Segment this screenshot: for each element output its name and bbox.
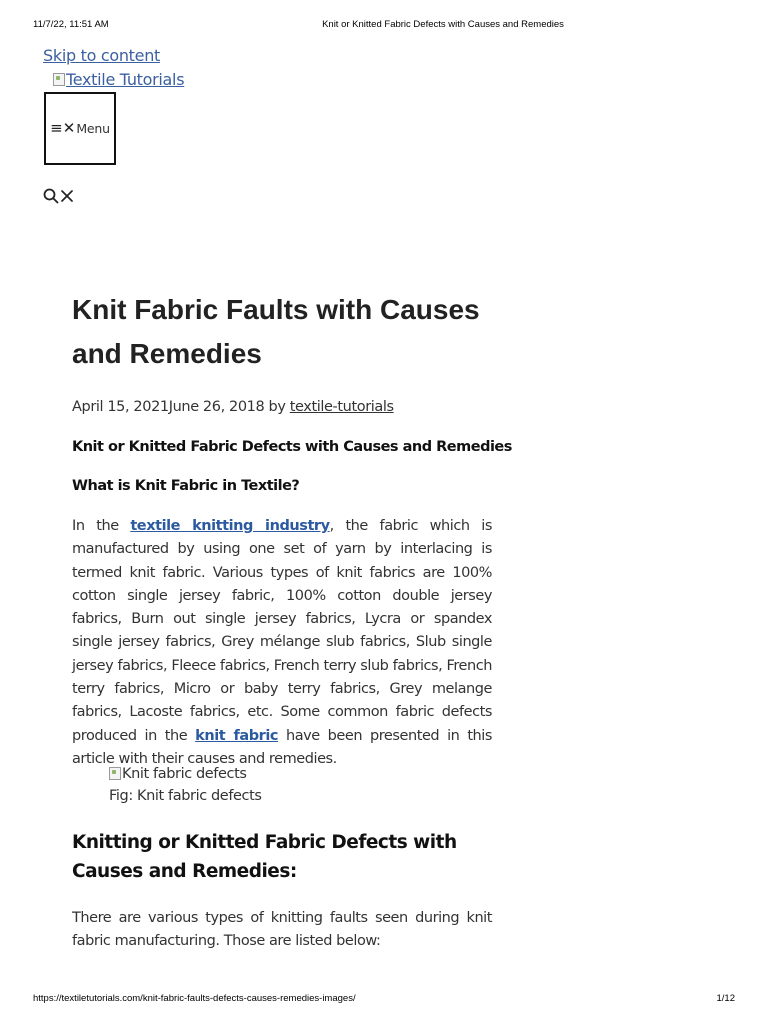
site-logo-alt-text: Textile Tutorials [66, 70, 185, 89]
search-toggle[interactable] [43, 188, 74, 204]
search-icon[interactable] [43, 188, 59, 204]
close-icon: ✕ [62, 119, 76, 137]
figure-caption: Fig: Knit fabric defects [109, 788, 262, 804]
print-doc-title: Knit or Knitted Fabric Defects with Causes and Remedies [322, 19, 564, 30]
print-datetime: 11/7/22, 11:51 AM [33, 19, 109, 30]
broken-image-icon [53, 73, 65, 86]
print-url: https://textiletutorials.com/knit-fabric-faults-defects-causes-remedies-images/ [33, 993, 356, 1004]
intro-middle: , the fabric which is manufactured by using one set of yarn by interlacing is termed knit fabric. Various types of knit fabrics are 100% cotton single jersey fabric, 100% cotton double jersey fabrics, Burn out single jersey fabrics, Lycra or spandex single jersey fabrics, Grey mélange slub fabrics, Slub single jersey fabrics, Fleece fabrics, French terry slub fabrics, French terry fabrics, Micro or baby terry fabrics, Grey melange fabrics, Lacoste fabrics, etc. Some common fabric defects produced in the [72, 518, 492, 744]
print-page-number: 1/12 [716, 993, 735, 1004]
article-meta [72, 399, 394, 415]
intro-lead: In the [72, 518, 119, 534]
section-intro-paragraph: There are various types of knitting faults seen during knit fabric manufacturing. Those are listed below: [72, 910, 492, 950]
article [72, 288, 512, 950]
knit-fabric-link[interactable]: knit fabric [195, 727, 279, 744]
hamburger-icon: ≡ [50, 119, 63, 137]
question-heading: What is Knit Fabric in Textile? [72, 478, 300, 494]
textile-knitting-industry-link[interactable]: textile knitting industry [130, 518, 330, 534]
article-title: Knit Fabric Faults with Causes and Remedies [72, 294, 480, 369]
article-subtitle: Knit or Knitted Fabric Defects with Causes and Remedies [72, 439, 512, 455]
published-date: April 15, 2021 [72, 399, 169, 415]
updated-date: June 26, 2018 [168, 399, 265, 415]
author-link[interactable]: textile-tutorials [289, 399, 394, 415]
skip-to-content-link[interactable]: Skip to content [43, 46, 161, 65]
section-heading: Knitting or Knitted Fabric Defects with Causes and Remedies: [72, 832, 457, 882]
menu-label: Menu [76, 121, 110, 136]
broken-image-icon [109, 767, 121, 780]
close-icon[interactable] [60, 189, 74, 203]
menu-toggle-button[interactable] [44, 92, 116, 165]
intro-paragraph [72, 515, 492, 771]
figure-image [109, 762, 262, 785]
site-logo-link[interactable] [53, 70, 184, 89]
figure-alt-text: Knit fabric defects [122, 765, 247, 782]
byline-by: by [268, 399, 286, 415]
figure [109, 762, 262, 808]
intro-tail: have been presented in this article with their causes and remedies. [72, 727, 492, 767]
